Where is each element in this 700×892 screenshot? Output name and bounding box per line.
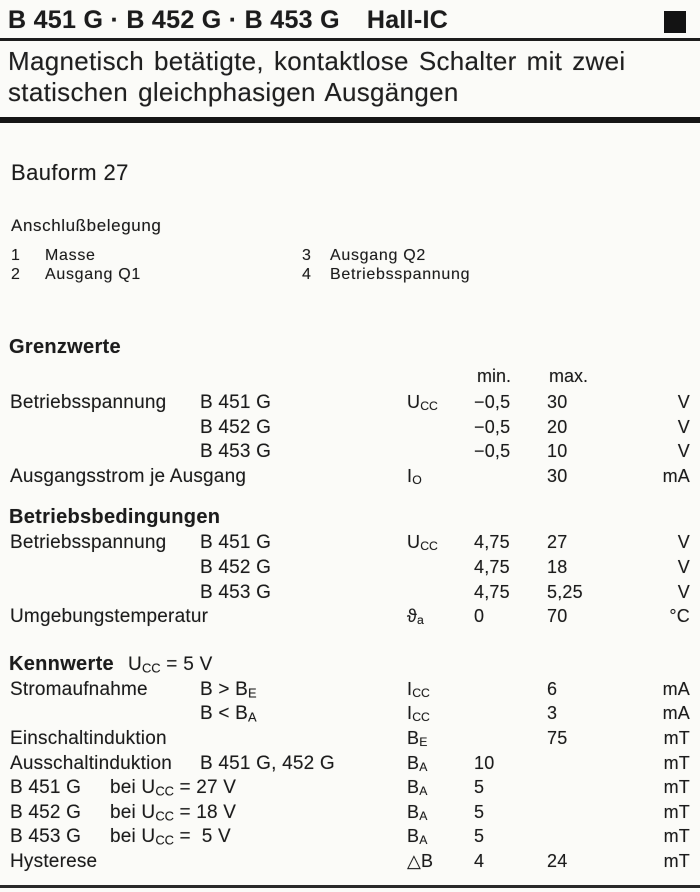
pin-label: Masse: [45, 247, 96, 264]
bauform-label: Bauform 27: [11, 160, 129, 185]
cell-unit: mT: [663, 752, 690, 773]
cell-unit: mT: [663, 826, 690, 847]
cell-symbol: $B_A$: [407, 826, 428, 848]
cell-parameter: B 453 G: [10, 826, 82, 848]
cell-max-value: 5,25: [547, 581, 583, 602]
cell-symbol: △B: [407, 850, 434, 871]
cell-max-value: 10: [547, 441, 568, 462]
cell-device: B 453 G: [200, 441, 272, 463]
cell-unit: mT: [663, 850, 690, 871]
cell-min-value: 4,75: [474, 581, 510, 602]
black-square-icon: [664, 11, 686, 33]
section-heading-condition: $U_{CC} = 5$ V: [127, 653, 213, 676]
section-heading: [0, 653, 700, 679]
cell-device: B 452 G: [200, 416, 272, 438]
cell-parameter: B 452 G: [10, 801, 82, 823]
table-row: [0, 582, 700, 607]
table-row: [0, 557, 700, 582]
cell-condition: bei $U_{CC} = 18$ V: [110, 801, 237, 824]
cell-min-value: 4,75: [474, 532, 510, 553]
cell-symbol: $U_{CC}$: [407, 532, 438, 554]
cell-min-value: 4: [474, 850, 485, 871]
cell-max-value: 3: [547, 703, 558, 724]
cell-parameter: Betriebsspannung: [10, 392, 167, 413]
cell-unit: V: [677, 556, 690, 577]
cell-min-value: 10: [474, 752, 495, 773]
column-headers: [0, 366, 700, 392]
pin-label: Ausgang Q2: [330, 247, 426, 264]
cell-device: B 452 G: [200, 556, 272, 578]
cell-symbol: $B_A$: [407, 801, 428, 823]
cell-unit: mA: [662, 465, 690, 486]
cell-unit: mA: [662, 678, 690, 699]
table-row: [0, 826, 700, 851]
cell-symbol: $I_{CC}$: [407, 678, 430, 700]
pin-number: 4: [302, 265, 312, 283]
cell-max-value: 30: [547, 392, 568, 412]
cell-device: B 451 G, 452 G: [200, 752, 335, 774]
table-row: [0, 753, 700, 778]
pin-number: 2: [11, 265, 21, 283]
cell-min-value: 5: [474, 826, 485, 847]
pin-label: Betriebsspannung: [330, 265, 471, 283]
cell-unit: mA: [662, 703, 690, 724]
table-row: [0, 441, 700, 466]
cell-parameter: Stromaufnahme: [10, 678, 148, 700]
pin-row: [0, 247, 700, 266]
section-heading-text: Kennwerte: [9, 652, 114, 675]
cell-device: B 451 G: [200, 392, 272, 413]
table-row: [0, 703, 700, 728]
section-heading: [0, 336, 700, 362]
cell-min-value: −0,5: [474, 441, 511, 462]
table-row: [0, 466, 700, 491]
title-models: B 451 G · B 452 G · B 453 G: [8, 6, 340, 34]
cell-max-value: 70: [547, 606, 568, 627]
cell-device: B 451 G: [200, 532, 272, 554]
pin-number: 3: [302, 247, 312, 264]
cell-max-value: 30: [547, 465, 568, 486]
cell-min-value: 5: [474, 777, 485, 798]
cell-parameter: Ausgangsstrom je Ausgang: [10, 465, 247, 487]
cell-min-value: −0,5: [474, 416, 511, 437]
cell-unit: V: [677, 441, 690, 462]
table-row: [0, 532, 700, 557]
cell-min-value: 0: [474, 606, 485, 627]
cell-min-value: 4,75: [474, 556, 510, 577]
cell-symbol: $B_E$: [407, 727, 428, 750]
cell-device: $B > B_E$: [200, 678, 257, 701]
table-row: [0, 679, 700, 704]
pin-number: 1: [11, 247, 21, 264]
section-heading-text: Betriebsbedingungen: [9, 506, 221, 529]
title-divider: [0, 38, 700, 41]
pin-row: [0, 266, 700, 285]
cell-unit: V: [677, 392, 690, 412]
cell-condition: bei $U_{CC} = 5$ V: [110, 826, 231, 848]
cell-symbol: $I_O$: [407, 465, 422, 487]
section-heading: [0, 506, 700, 532]
cell-unit: mT: [663, 727, 690, 748]
cell-max-value: 27: [547, 532, 568, 553]
cell-max-value: 20: [547, 416, 568, 437]
column-header-max: max.: [549, 366, 589, 386]
cell-parameter: Ausschaltinduktion: [10, 752, 173, 774]
cell-max-value: 75: [547, 727, 568, 748]
cell-parameter: Umgebungstemperatur: [10, 606, 209, 628]
pinout-list: [0, 247, 700, 284]
subtitle: [8, 46, 698, 108]
cell-symbol: $ϑ_a$: [407, 606, 424, 628]
cell-max-value: 24: [547, 850, 568, 871]
pin-label: Ausgang Q1: [45, 265, 141, 283]
cell-unit: V: [677, 581, 690, 602]
table-row: [0, 851, 700, 876]
cell-parameter: Betriebsspannung: [10, 532, 167, 554]
page-title: [8, 6, 448, 35]
subtitle-line-1: Magnetisch betätigte, kontaktlose Schalter mit zwei: [8, 46, 626, 76]
cell-symbol: $B_A$: [407, 752, 428, 774]
cell-max-value: 18: [547, 556, 568, 577]
pinout-heading: Anschlußbelegung: [11, 216, 162, 235]
table-row: [0, 777, 700, 802]
cell-unit: mT: [663, 801, 690, 822]
cell-unit: V: [677, 416, 690, 437]
cell-parameter: B 451 G: [10, 777, 82, 799]
cell-min-value: −0,5: [474, 392, 511, 412]
title-type: Hall-IC: [366, 6, 449, 34]
table-row: [0, 392, 700, 417]
cell-symbol: $B_A$: [407, 777, 428, 799]
cell-symbol: $I_{CC}$: [407, 703, 430, 725]
cell-condition: bei $U_{CC} = 27$ V: [110, 777, 237, 799]
cell-parameter: Einschaltinduktion: [10, 727, 167, 749]
column-header-min: min.: [477, 366, 512, 386]
cell-unit: mT: [663, 777, 690, 798]
cell-device: B 453 G: [200, 581, 272, 603]
bottom-divider: [0, 885, 700, 888]
table-row: [0, 606, 700, 631]
section-divider: [0, 117, 700, 123]
cell-unit: V: [677, 532, 690, 553]
section-heading-text: Grenzwerte: [9, 336, 121, 358]
table-row: [0, 728, 700, 753]
spec-table: [0, 336, 700, 876]
cell-min-value: 5: [474, 801, 485, 822]
cell-max-value: 6: [547, 678, 558, 699]
subtitle-line-2: statischen gleichphasigen Ausgängen: [8, 77, 459, 107]
table-row: [0, 417, 700, 442]
cell-device: $B < B_A$: [200, 703, 257, 725]
cell-parameter: Hysterese: [10, 850, 98, 872]
table-row: [0, 802, 700, 827]
cell-unit: °C: [669, 606, 690, 627]
cell-symbol: $U_{CC}$: [407, 392, 438, 414]
